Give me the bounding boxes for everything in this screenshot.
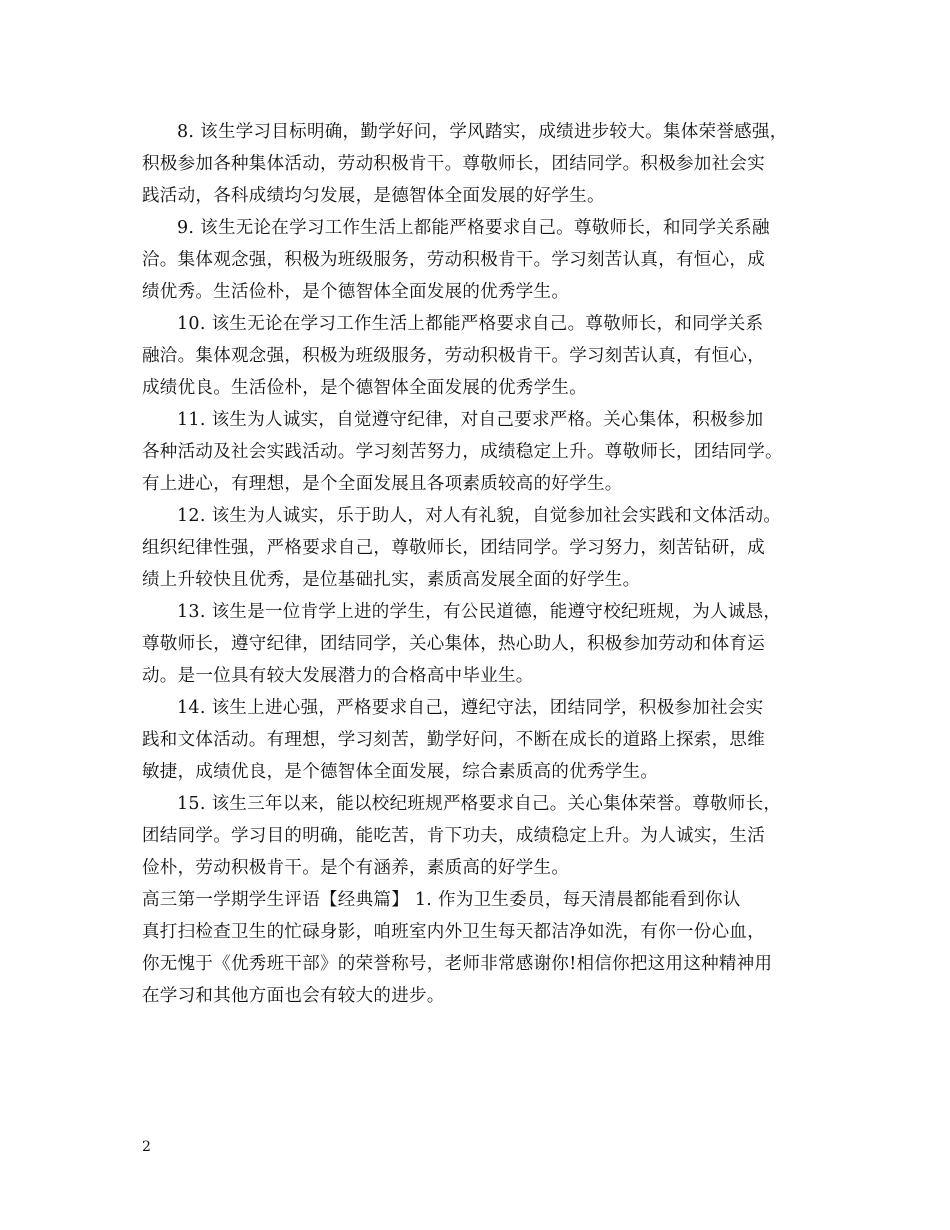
paragraph-line: 在学习和其他方面也会有较大的进步。 (142, 986, 445, 1006)
paragraph-11 (142, 404, 830, 500)
page-number: 2 (142, 1139, 151, 1155)
paragraph-14 (142, 692, 830, 788)
paragraph-line: 真打扫检查卫生的忙碌身影，咱班室内外卫生每天都洁净如洗，有你一份心血， (142, 922, 765, 942)
paragraph-15 (142, 788, 830, 884)
paragraph-line: 俭朴，劳动积极肯干。是个有涵养，素质高的好学生。 (142, 858, 570, 878)
paragraph-line: 践活动，各科成绩均匀发展，是德智体全面发展的好学生。 (142, 186, 605, 206)
paragraph-line: 践和文体活动。有理想，学习刻苦，勤学好问，不断在成长的道路上探索，思维 (142, 730, 765, 750)
paragraph-10 (142, 308, 830, 404)
paragraph-8 (142, 116, 830, 212)
paragraph-9 (142, 212, 830, 308)
paragraph-line: 绩上升较快且优秀，是位基础扎实，素质高发展全面的好学生。 (142, 570, 641, 590)
document-body (142, 116, 830, 1012)
paragraph-line: 成绩优良。生活俭朴，是个德智体全面发展的优秀学生。 (142, 378, 587, 398)
paragraph-classic-section (142, 884, 830, 1012)
paragraph-line: 14. 该生上进心强，严格要求自己，遵纪守法，团结同学，积极参加社会实 (177, 698, 764, 718)
paragraph-line: 动。是一位具有较大发展潜力的合格高中毕业生。 (142, 666, 534, 686)
paragraph-line: 10. 该生无论在学习工作生活上都能严格要求自己。尊敬师长，和同学关系 (177, 314, 764, 334)
paragraph-line: 各种活动及社会实践活动。学习刻苦努力，成绩稳定上升。尊敬师长，团结同学。 (142, 442, 783, 462)
paragraph-line: 融洽。集体观念强，积极为班级服务，劳动积极肯干。学习刻苦认真，有恒心， (142, 346, 765, 366)
paragraph-line: 敏捷，成绩优良，是个德智体全面发展，综合素质高的优秀学生。 (142, 762, 659, 782)
paragraph-12 (142, 500, 830, 596)
paragraph-line: 13. 该生是一位肯学上进的学生，有公民道德，能遵守校纪班规，为人诚恳， (177, 602, 782, 622)
paragraph-line: 12. 该生为人诚实，乐于助人，对人有礼貌，自觉参加社会实践和文体活动。 (177, 506, 782, 526)
paragraph-line: 组织纪律性强，严格要求自己，尊敬师长，团结同学。学习努力，刻苦钻研，成 (142, 538, 765, 558)
paragraph-line: 15. 该生三年以来，能以校纪班规严格要求自己。关心集体荣誉。尊敬师长， (177, 794, 782, 814)
paragraph-line: 尊敬师长，遵守纪律，团结同学，关心集体，热心助人，积极参加劳动和体育运 (142, 634, 765, 654)
paragraph-line: 11. 该生为人诚实，自觉遵守纪律，对自己要求严格。关心集体，积极参加 (177, 410, 764, 430)
paragraph-13 (142, 596, 830, 692)
paragraph-line: 积极参加各种集体活动，劳动积极肯干。尊敬师长，团结同学。积极参加社会实 (142, 154, 765, 174)
paragraph-line: 绩优秀。生活俭朴，是个德智体全面发展的优秀学生。 (142, 282, 570, 302)
paragraph-line: 9. 该生无论在学习工作生活上都能严格要求自己。尊敬师长，和同学关系融 (177, 218, 770, 238)
paragraph-line: 团结同学。学习目的明确，能吃苦，肯下功夫，成绩稳定上升。为人诚实，生活 (142, 826, 765, 846)
paragraph-line: 你无愧于《优秀班干部》的荣誉称号，老师非常感谢你!相信你把这用这种精神用 (142, 954, 773, 974)
paragraph-line: 8. 该生学习目标明确，勤学好问，学风踏实，成绩进步较大。集体荣誉感强， (177, 122, 788, 142)
paragraph-line: 洽。集体观念强，积极为班级服务，劳动积极肯干。学习刻苦认真，有恒心，成 (142, 250, 765, 270)
paragraph-line: 高三第一学期学生评语【经典篇】 1. 作为卫生委员，每天清晨都能看到你认 (142, 890, 741, 910)
paragraph-line: 有上进心，有理想，是个全面发展且各项素质较高的好学生。 (142, 474, 623, 494)
